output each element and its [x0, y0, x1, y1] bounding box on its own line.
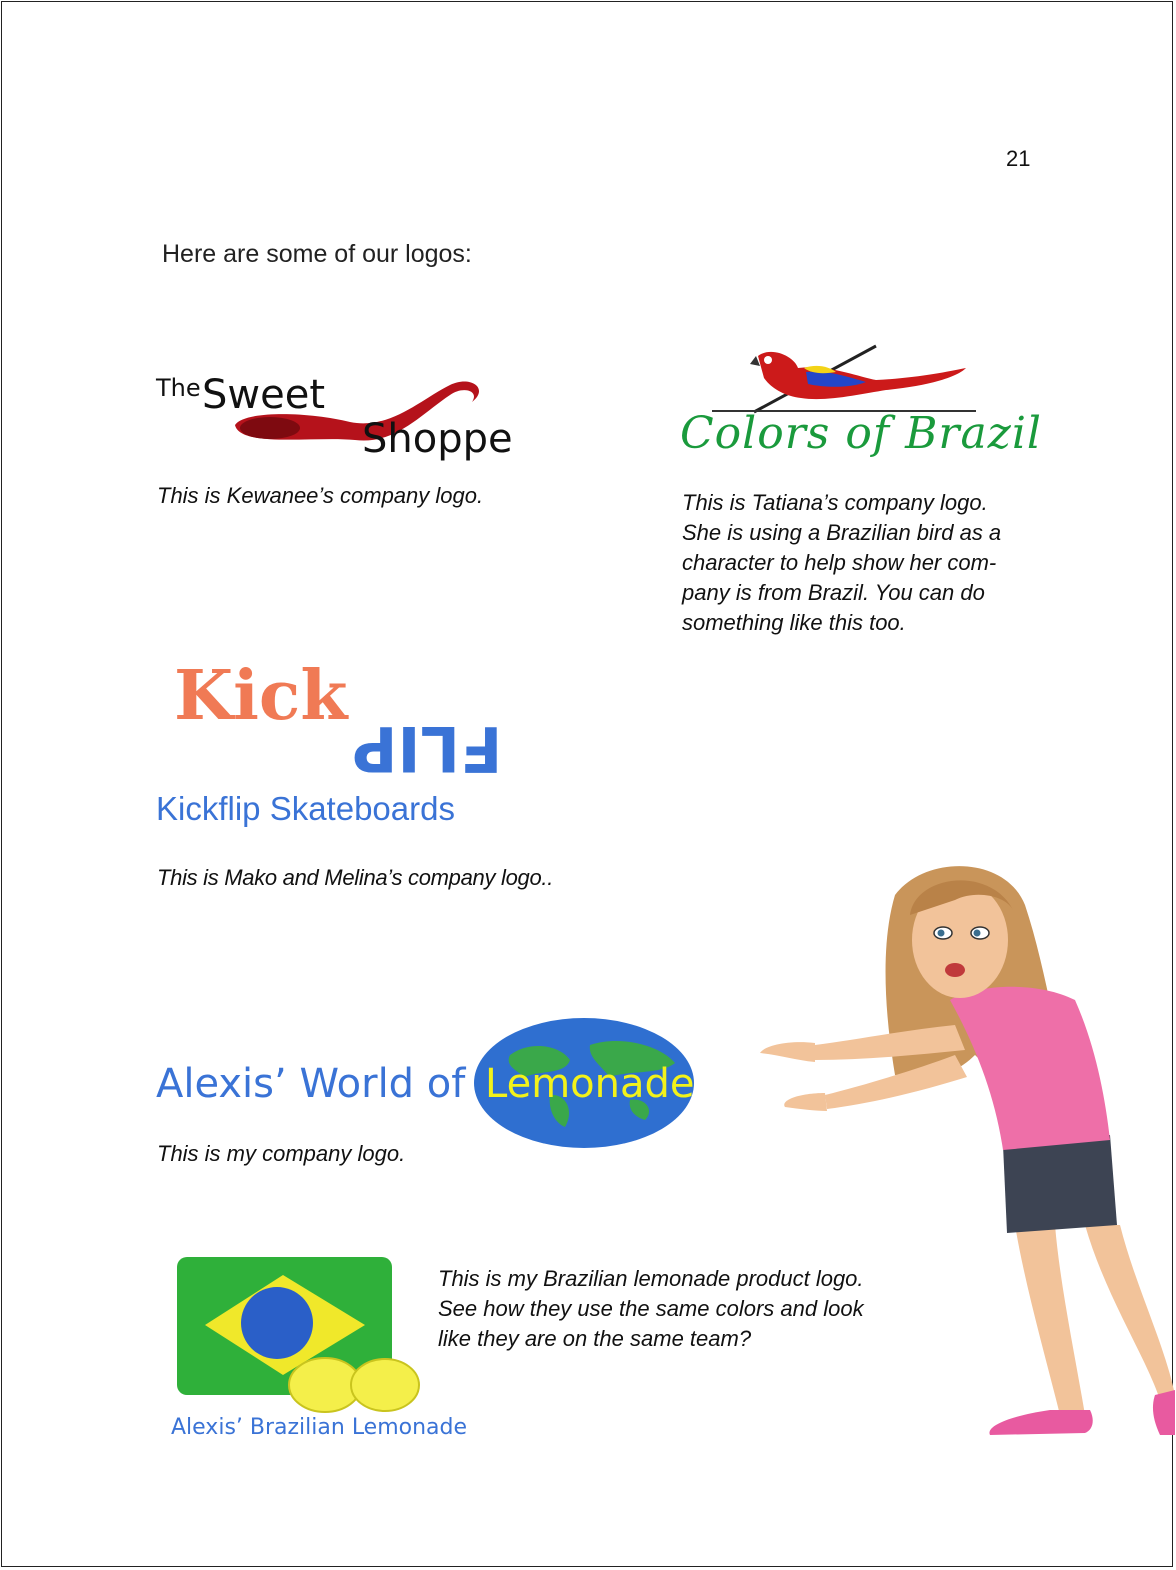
page-number: 21	[1006, 146, 1031, 171]
caption-line: like they are on the same team?	[438, 1326, 752, 1351]
alexis-world-text: Alexis’ World of	[156, 1061, 466, 1107]
sweet-shoppe-caption: This is Kewanee’s company logo.	[157, 483, 484, 508]
brazilian-lemonade-label: Alexis’ Brazilian Lemonade	[171, 1415, 468, 1440]
kickflip-word-flip: FLIP	[352, 712, 503, 785]
caption-line: pany is from Brazil. You can do	[682, 580, 985, 605]
caption-line: character to help show her com-	[682, 550, 997, 575]
caption-line: something like this too.	[682, 610, 906, 635]
caption-line: She is using a Brazilian bird as a	[682, 520, 1002, 545]
kickflip-logo	[150, 650, 530, 840]
alexis-world-caption: This is my company logo.	[157, 1141, 406, 1166]
colors-of-brazil-caption	[682, 488, 1001, 638]
kickflip-name: Kickflip Skateboards	[156, 790, 455, 827]
caption-line: This is Tatiana’s company logo.	[682, 490, 988, 515]
colors-of-brazil-logo	[676, 338, 1043, 468]
sweet-shoppe-word-shoppe: Shoppe	[362, 416, 513, 462]
brazil-flag-lemons-icon	[165, 1245, 435, 1415]
sweet-shoppe-word-sweet: Sweet	[202, 372, 326, 418]
caption-line: See how they use the same colors and look	[438, 1296, 864, 1321]
caption-line: This is my Brazilian lemonade product logo.	[438, 1266, 864, 1291]
intro-heading: Here are some of our logos:	[162, 240, 472, 268]
kickflip-caption: This is Mako and Melina’s company logo..	[157, 865, 554, 890]
alexis-world-lemonade-text: Lemonade	[485, 1061, 695, 1107]
kickflip-word-kick: Kick	[174, 656, 348, 736]
colors-of-brazil-text: Colors of Brazil	[680, 408, 1043, 459]
sweet-shoppe-word-the: The	[156, 374, 201, 402]
alexis-world-logo	[150, 1015, 710, 1155]
brazilian-lemonade-logo	[165, 1245, 468, 1450]
sweet-shoppe-logo	[150, 360, 530, 470]
girl-character-illustration	[755, 855, 1175, 1455]
